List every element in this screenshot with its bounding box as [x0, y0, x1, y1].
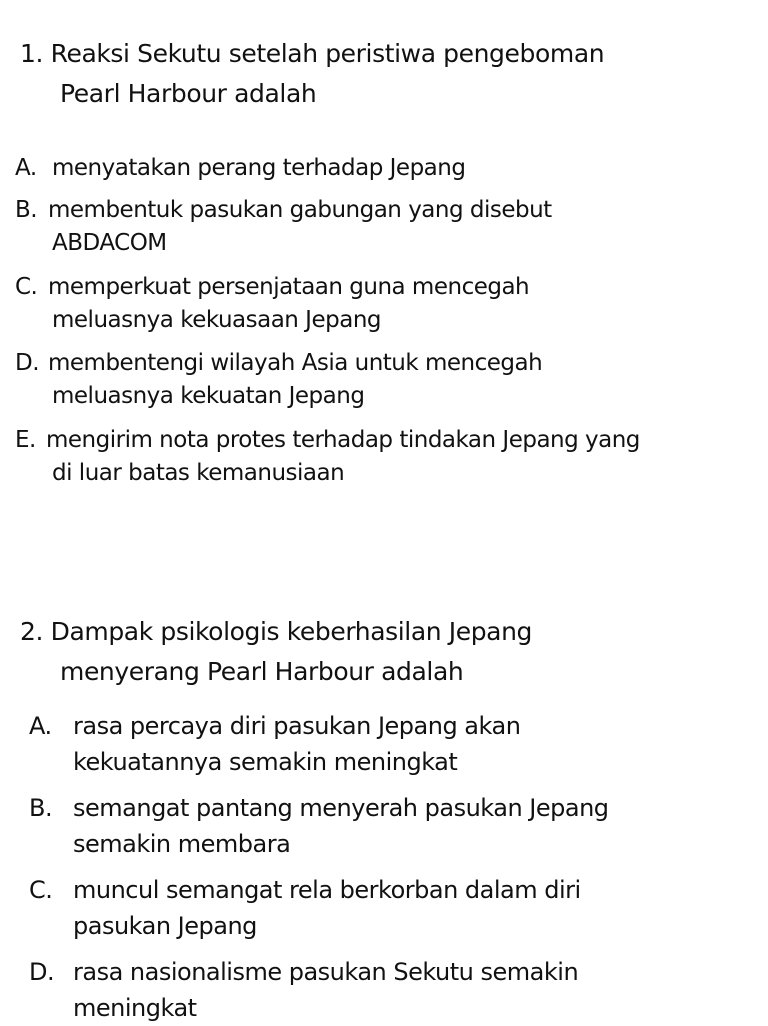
option-text-line1: membentengi wilayah Asia untuk mencegah	[48, 350, 543, 376]
question-stem-line1: Dampak psikologis keberhasilan Jepang	[50, 617, 533, 646]
option-text-line1: muncul semangat rela berkorban dalam diri	[73, 876, 581, 904]
question-stem-line2: menyerang Pearl Harbour adalah	[60, 657, 464, 686]
option-letter: D.	[29, 958, 55, 986]
option-text-line2: meningkat	[73, 994, 197, 1022]
option-letter: D.	[15, 350, 40, 376]
option-letter: A.	[29, 712, 52, 740]
option-a[interactable]	[29, 708, 520, 780]
option-b[interactable]	[29, 790, 609, 862]
question-2-stem	[20, 612, 532, 692]
option-a[interactable]	[15, 152, 465, 185]
option-text-line1: mengirim nota protes terhadap tindakan Jepang yang	[46, 427, 640, 453]
option-c[interactable]	[29, 872, 581, 944]
option-text-line1: membentuk pasukan gabungan yang disebut	[48, 197, 552, 223]
option-text-line1: rasa nasionalisme pasukan Sekutu semakin	[73, 958, 579, 986]
option-letter: B.	[29, 794, 53, 822]
question-stem-line2: Pearl Harbour adalah	[60, 79, 317, 108]
option-text-line1: semangat pantang menyerah pasukan Jepang	[73, 794, 609, 822]
option-letter: C.	[29, 876, 53, 904]
option-letter: C.	[15, 274, 38, 300]
option-e[interactable]	[15, 424, 640, 490]
question-1-stem	[20, 34, 604, 114]
question-number: 2.	[20, 617, 44, 646]
option-letter: A.	[15, 155, 37, 181]
option-text-line1: rasa percaya diri pasukan Jepang akan	[73, 712, 521, 740]
option-text-line2: kekuatannya semakin meningkat	[73, 748, 458, 776]
option-text-line2: ABDACOM	[52, 230, 167, 256]
option-text-line2: semakin membara	[73, 830, 291, 858]
option-text: menyatakan perang terhadap Jepang	[52, 155, 466, 181]
question-stem-line1: Reaksi Sekutu setelah peristiwa pengeboman	[50, 39, 605, 68]
option-d[interactable]	[29, 954, 578, 1026]
option-text-line2: meluasnya kekuasaan Jepang	[52, 307, 381, 333]
option-b[interactable]	[15, 194, 552, 260]
option-letter: B.	[15, 197, 38, 223]
question-number: 1.	[20, 39, 44, 68]
option-text-line2: pasukan Jepang	[73, 912, 257, 940]
option-d[interactable]	[15, 347, 542, 413]
option-text-line2: meluasnya kekuatan Jepang	[52, 383, 365, 409]
option-text-line2: di luar batas kemanusiaan	[52, 460, 345, 486]
option-c[interactable]	[15, 271, 529, 337]
option-letter: E.	[15, 427, 36, 453]
option-text-line1: memperkuat persenjataan guna mencegah	[48, 274, 530, 300]
